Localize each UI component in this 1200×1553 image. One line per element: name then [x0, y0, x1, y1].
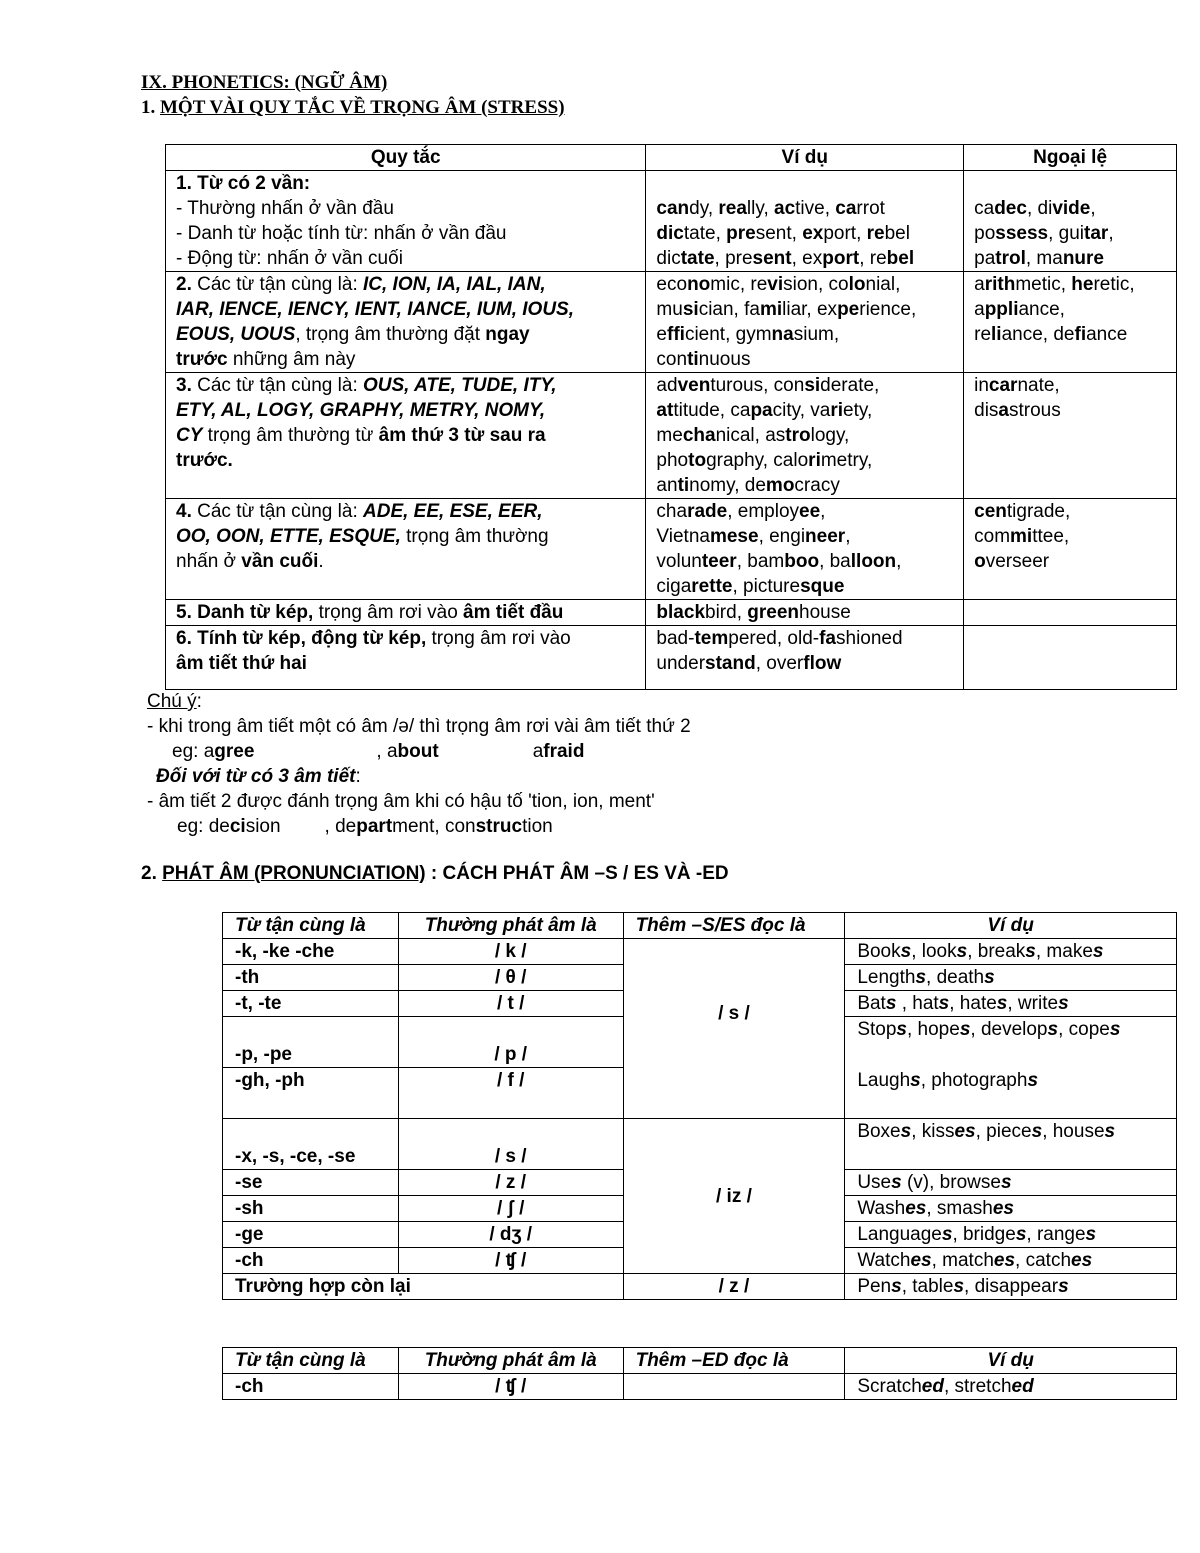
table-row — [223, 1274, 1177, 1300]
example-cell: charade, employee, Vietnamese, engineer, volunteer, bamboo, balloon, cigarette, picturesque — [646, 499, 964, 600]
ending-cell: -se — [223, 1170, 399, 1196]
stress-rules-table — [165, 144, 1177, 690]
subtitle — [141, 97, 565, 119]
exception-cell: cadec, divide, possess, guitar, patrol, manure — [964, 171, 1177, 272]
exception-cell: incarnate, disastrous — [964, 373, 1177, 499]
note-heading-text: Đối với từ có 3 âm tiết — [156, 766, 356, 787]
ed-sound-cell — [623, 1374, 845, 1400]
note-colon: : — [196, 691, 202, 712]
table-row — [223, 939, 1177, 965]
exception-cell: centigrade, committee, overseer — [964, 499, 1177, 600]
header-sound: Thường phát âm là — [398, 1348, 623, 1374]
example-cell: candy, really, active, carrot dictate, present, export, rebel dictate, present, export, rebel — [646, 171, 964, 272]
example-cell: Laughs, photographs — [845, 1068, 1177, 1119]
s-es-pronunciation-table — [222, 912, 1177, 1300]
s-es-sound-group-2: / iz / — [623, 1119, 845, 1274]
rule-cell: 4. Các từ tận cùng là: ADE, EE, ESE, EER, OO, OON, ETTE, ESQUE, trọng âm thường nhấn ở vần cuối. — [166, 499, 646, 600]
sound-cell: / s / — [398, 1119, 623, 1170]
subtitle-number: 1. — [141, 97, 156, 118]
page-title: IX. PHONETICS: (NGỮ ÂM) — [141, 72, 388, 93]
rule-cell: 2. Các từ tận cùng là: IC, ION, IA, IAL, IAN, IAR, IENCE, IENCY, IENT, IANCE, IUM, IOUS, EOUS, UOUS, trọng âm thường đặt ngay trước những âm này — [166, 272, 646, 373]
header-sound: Thường phát âm là — [398, 913, 623, 939]
table-row — [166, 600, 1177, 626]
note-heading-colon: : — [355, 766, 361, 787]
ending-cell: -ch — [223, 1248, 399, 1274]
note-line-4: - âm tiết 2 được đánh trọng âm khi có hậu tố 'tion, ion, ment' — [147, 791, 655, 812]
ending-cell: -t, -te — [223, 991, 399, 1017]
note-line-1: - khi trong âm tiết một có âm /ə/ thì trọng âm rơi vài âm tiết thứ 2 — [147, 716, 691, 737]
subtitle-text: MỘT VÀI QUY TẮC VỀ TRỌNG ÂM (STRESS) — [160, 97, 565, 118]
example-cell: blackbird, greenhouse — [646, 600, 964, 626]
table-header-row — [223, 1348, 1177, 1374]
note-example-1: eg: agree , about afraid — [172, 741, 585, 762]
example-cell: Pens, tables, disappears — [845, 1274, 1177, 1300]
header-ed: Thêm –ED đọc là — [623, 1348, 845, 1374]
ending-cell: -ge — [223, 1222, 399, 1248]
exception-cell — [964, 600, 1177, 626]
header-example: Ví dụ — [845, 1348, 1177, 1374]
ending-cell: -x, -s, -ce, -se — [223, 1119, 399, 1170]
example-cell: Scratched, stretched — [845, 1374, 1177, 1400]
rule-cell: 3. Các từ tận cùng là: OUS, ATE, TUDE, ITY, ETY, AL, LOGY, GRAPHY, METRY, NOMY, CY trọng âm thường từ âm thứ 3 từ sau ra trước. — [166, 373, 646, 499]
header-example: Ví dụ — [646, 145, 964, 171]
sound-cell: / ʧ / — [398, 1374, 623, 1400]
example-cell: adventurous, considerate, attitude, capacity, variety, mechanical, astrology, photography, calorimetry, antinomy, democracy — [646, 373, 964, 499]
example-cell: Stops, hopes, develops, copes — [845, 1017, 1177, 1068]
exception-cell: arithmetic, heretic, appliance, reliance, defiance — [964, 272, 1177, 373]
note-heading-3-syllable — [156, 764, 361, 789]
ending-cell: -p, -pe — [223, 1017, 399, 1068]
sound-cell: / dʒ / — [398, 1222, 623, 1248]
example-cell: bad-tempered, old-fashioned understand, overflow — [646, 626, 964, 690]
s-es-sound-group-3: / z / — [623, 1274, 845, 1300]
note-label — [147, 689, 202, 714]
note-example-2: eg: decision , department, construction — [177, 816, 553, 837]
ending-cell: Trường hợp còn lại — [223, 1274, 624, 1300]
header-exception: Ngoại lệ — [964, 145, 1177, 171]
table-row — [223, 1374, 1177, 1400]
sound-cell: / k / — [398, 939, 623, 965]
exception-cell — [964, 626, 1177, 690]
section-2-title-rest: : CÁCH PHÁT ÂM –S / ES VÀ -ED — [425, 863, 729, 884]
table-row — [166, 272, 1177, 373]
example-cell: Bats , hats, hates, writes — [845, 991, 1177, 1017]
example-cell: Lengths, deaths — [845, 965, 1177, 991]
table-row — [166, 373, 1177, 499]
rule-cell: 5. Danh từ kép, trọng âm rơi vào âm tiết đầu — [166, 600, 646, 626]
ending-cell: -k, -ke -che — [223, 939, 399, 965]
header-example: Ví dụ — [845, 913, 1177, 939]
sound-cell: / θ / — [398, 965, 623, 991]
sound-cell: / z / — [398, 1170, 623, 1196]
section-2-title — [141, 863, 729, 885]
rule-cell: 6. Tính từ kép, động từ kép, trọng âm rơi vào âm tiết thứ hai — [166, 626, 646, 690]
table-header-row — [223, 913, 1177, 939]
header-ending: Từ tận cùng là — [223, 1348, 399, 1374]
ed-pronunciation-table — [222, 1347, 1177, 1400]
note-label-text: Chú ý — [147, 691, 197, 712]
header-rule: Quy tắc — [166, 145, 646, 171]
section-2-title-underlined: PHÁT ÂM (PRONUNCIATION) — [162, 863, 426, 884]
sound-cell: / ʧ / — [398, 1248, 623, 1274]
sound-cell: / ʃ / — [398, 1196, 623, 1222]
table-row — [166, 171, 1177, 272]
sound-cell: / p / — [398, 1017, 623, 1068]
s-es-sound-group-1: / s / — [623, 939, 845, 1119]
ending-cell: -ch — [223, 1374, 399, 1400]
example-cell: Uses (v), browses — [845, 1170, 1177, 1196]
header-ending: Từ tận cùng là — [223, 913, 399, 939]
table-row — [166, 626, 1177, 690]
section-2-number: 2. — [141, 863, 163, 884]
table-row — [166, 499, 1177, 600]
ending-cell: -sh — [223, 1196, 399, 1222]
example-cell: economic, revision, colonial, musician, familiar, experience, efficient, gymnasium, continuous — [646, 272, 964, 373]
header-s-es: Thêm –S/ES đọc là — [623, 913, 845, 939]
table-header-row — [166, 145, 1177, 171]
ending-cell: -th — [223, 965, 399, 991]
sound-cell: / t / — [398, 991, 623, 1017]
example-cell: Languages, bridges, ranges — [845, 1222, 1177, 1248]
rule-cell: 1. Từ có 2 vần: - Thường nhấn ở vần đầu - Danh từ hoặc tính từ: nhấn ở vần đầu - Động từ: nhấn ở vần cuối — [166, 171, 646, 272]
sound-cell: / f / — [398, 1068, 623, 1119]
example-cell: Boxes, kisses, pieces, houses — [845, 1119, 1177, 1170]
example-cell: Books, looks, breaks, makes — [845, 939, 1177, 965]
ending-cell: -gh, -ph — [223, 1068, 399, 1119]
example-cell: Washes, smashes — [845, 1196, 1177, 1222]
table-row — [223, 1119, 1177, 1170]
example-cell: Watches, matches, catches — [845, 1248, 1177, 1274]
